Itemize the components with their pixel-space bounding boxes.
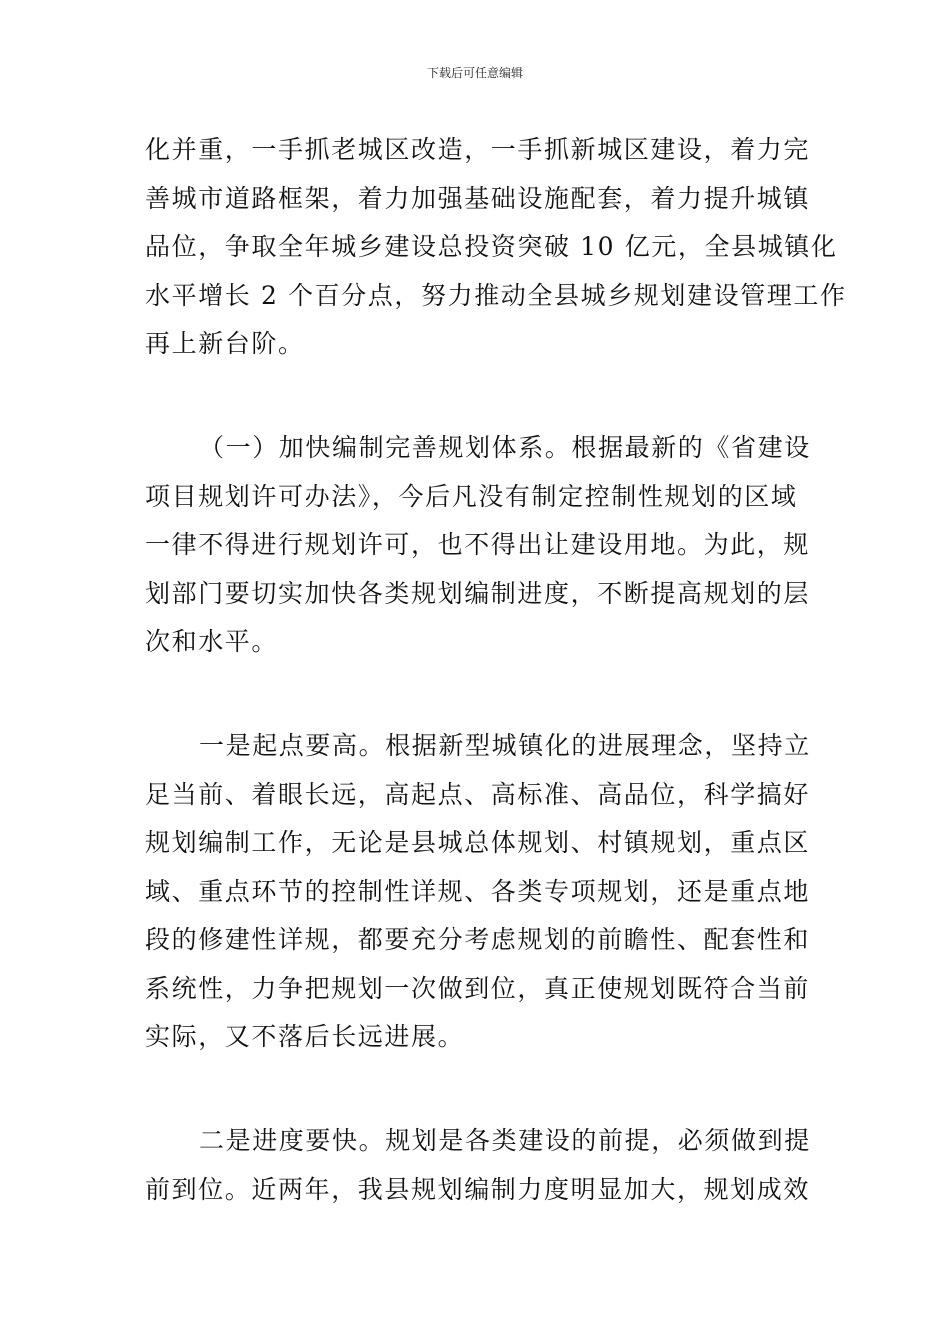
paragraph-line: 项目规划许可办法》，今后凡没有制定控制性规划的区域 xyxy=(145,481,798,511)
paragraph-line: 前到位。近两年，我县规划编制力度明显加大，规划成效 xyxy=(145,1174,811,1204)
page-header: 下载后可任意编辑 xyxy=(426,66,523,80)
paragraph-3 xyxy=(145,722,810,1062)
paragraph-line: 规划编制工作，无论是县城总体规划、村镇规划，重点区 xyxy=(145,828,811,857)
paragraph-line: 一是起点要高。根据新型城镇化的进展理念，坚持立 xyxy=(199,731,811,760)
paragraph-line: 段的修建性详规，都要充分考虑规划的前瞻性、配套性和 xyxy=(145,925,811,954)
paragraph-4 xyxy=(145,1117,810,1214)
paragraph-2 xyxy=(145,424,810,667)
paragraph-line: 二是进度要快。规划是各类建设的前提，必须做到提 xyxy=(199,1126,811,1155)
paragraph-line: 水平增长 2 个百分点，努力推动全县城乡规划建设管理工作 xyxy=(145,280,847,310)
paragraph-line: 系统性，力争把规划一次做到位，真正使规划既符合当前 xyxy=(145,973,811,1003)
paragraph-line: 再上新台阶。 xyxy=(145,329,305,358)
paragraph-line: 化并重，一手抓老城区改造，一手抓新城区建设，着力完 xyxy=(145,135,811,164)
paragraph-line: （一）加快编制完善规划体系。根据最新的《省建设 xyxy=(199,433,811,462)
paragraph-line: 域、重点环节的控制性详规、各类专项规划，还是重点地 xyxy=(145,876,811,906)
paragraph-line: 善城市道路框架，着力加强基础设施配套，着力提升城镇 xyxy=(145,183,811,213)
paragraph-line: 划部门要切实加快各类规划编制进度，不断提高规划的层 xyxy=(145,578,811,608)
paragraph-line: 实际，又不落后长远进展。 xyxy=(145,1022,465,1051)
paragraph-line: 次和水平。 xyxy=(145,627,279,656)
paragraph-line: 足当前、着眼长远，高起点、高标准、高品位，科学搞好 xyxy=(145,779,811,809)
paragraph-line: 品位，争取全年城乡建设总投资突破 10 亿元，全县城镇化 xyxy=(145,232,838,261)
paragraph-1 xyxy=(145,126,847,369)
paragraph-line: 一律不得进行规划许可，也不得出让建设用地。为此，规 xyxy=(145,530,811,559)
